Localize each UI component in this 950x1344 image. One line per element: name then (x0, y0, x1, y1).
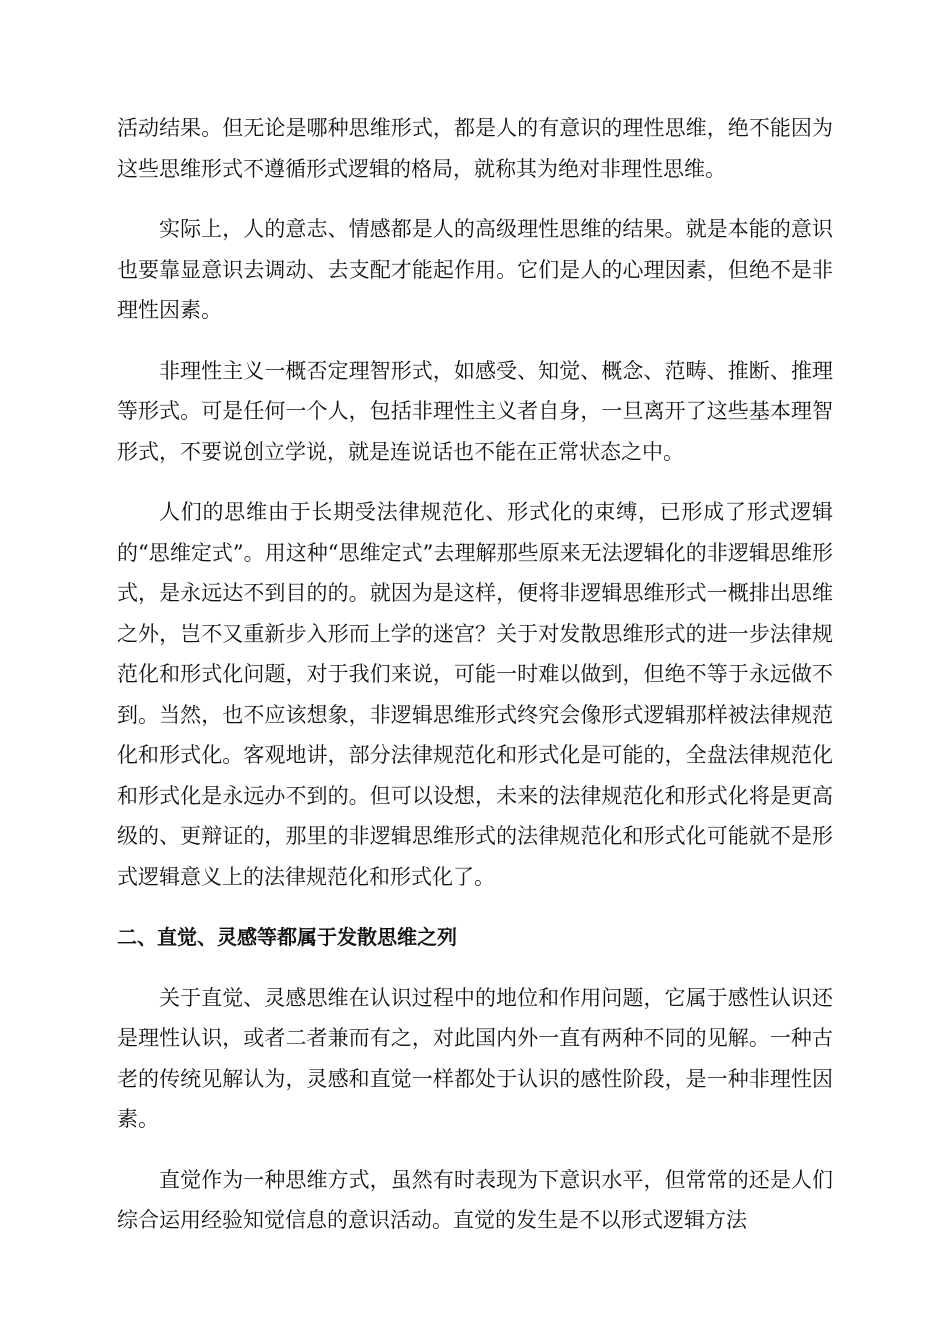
paragraph-2: 实际上，人的意志、情感都是人的高级理性思维的结果。就是本能的意识也要靠显意识去调动、去支配才能起作用。它们是人的心理因素，但绝不是非理性因素。 (117, 217, 833, 322)
paragraph-4: 人们的思维由于长期受法律规范化、形式化的束缚，已形成了形式逻辑的“思维定式”。用这种“思维定式”去理解那些原来无法逻辑化的非逻辑思维形式，是永远达不到目的的。就因为是这样，便将非逻辑思维形式一概排出思维之外，岂不又重新步入形而上学的迷宫？关于对发散思维形式的进一步法律规范化和形式化问题，对于我们来说，可能一时难以做到，但绝不等于永远做不到。当然，也不应该想象，非逻辑思维形式终究会像形式逻辑那样被法律规范化和形式化。客观地讲，部分法律规范化和形式化是可能的，全盘法律规范化和形式化是永远办不到的。但可以设想，未来的法律规范化和形式化将是更高级的、更辩证的，那里的非逻辑思维形式的法律规范化和形式化可能就不是形式逻辑意义上的法律规范化和形式化了。 (117, 500, 833, 889)
paragraph-3: 非理性主义一概否定理智形式，如感受、知觉、概念、范畴、推断、推理等形式。可是任何一个人，包括非理性主义者自身，一旦离开了这些基本理智形式，不要说创立学说，就是连说话也不能在正常状态之中。 (117, 358, 833, 464)
document-page (117, 108, 833, 1261)
section-heading: 二、直觉、灵感等都属于发散思维之列 (117, 925, 457, 949)
paragraph-1: 活动结果。但无论是哪种思维形式，都是人的有意识的理性思维，绝不能因为这些思维形式不遵循形式逻辑的格局，就称其为绝对非理性思维。 (117, 116, 833, 181)
paragraph-6: 直觉作为一种思维方式，虽然有时表现为下意识水平，但常常的还是人们综合运用经验知觉信息的意识活动。直觉的发生是不以形式逻辑方法 (117, 1167, 833, 1232)
paragraph-5: 关于直觉、灵感思维在认识过程中的地位和作用问题，它属于感性认识还是理性认识，或者二者兼而有之，对此国内外一直有两种不同的见解。一种古老的传统见解认为，灵感和直觉一样都处于认识的感性阶段，是一种非理性因素。 (117, 985, 833, 1131)
